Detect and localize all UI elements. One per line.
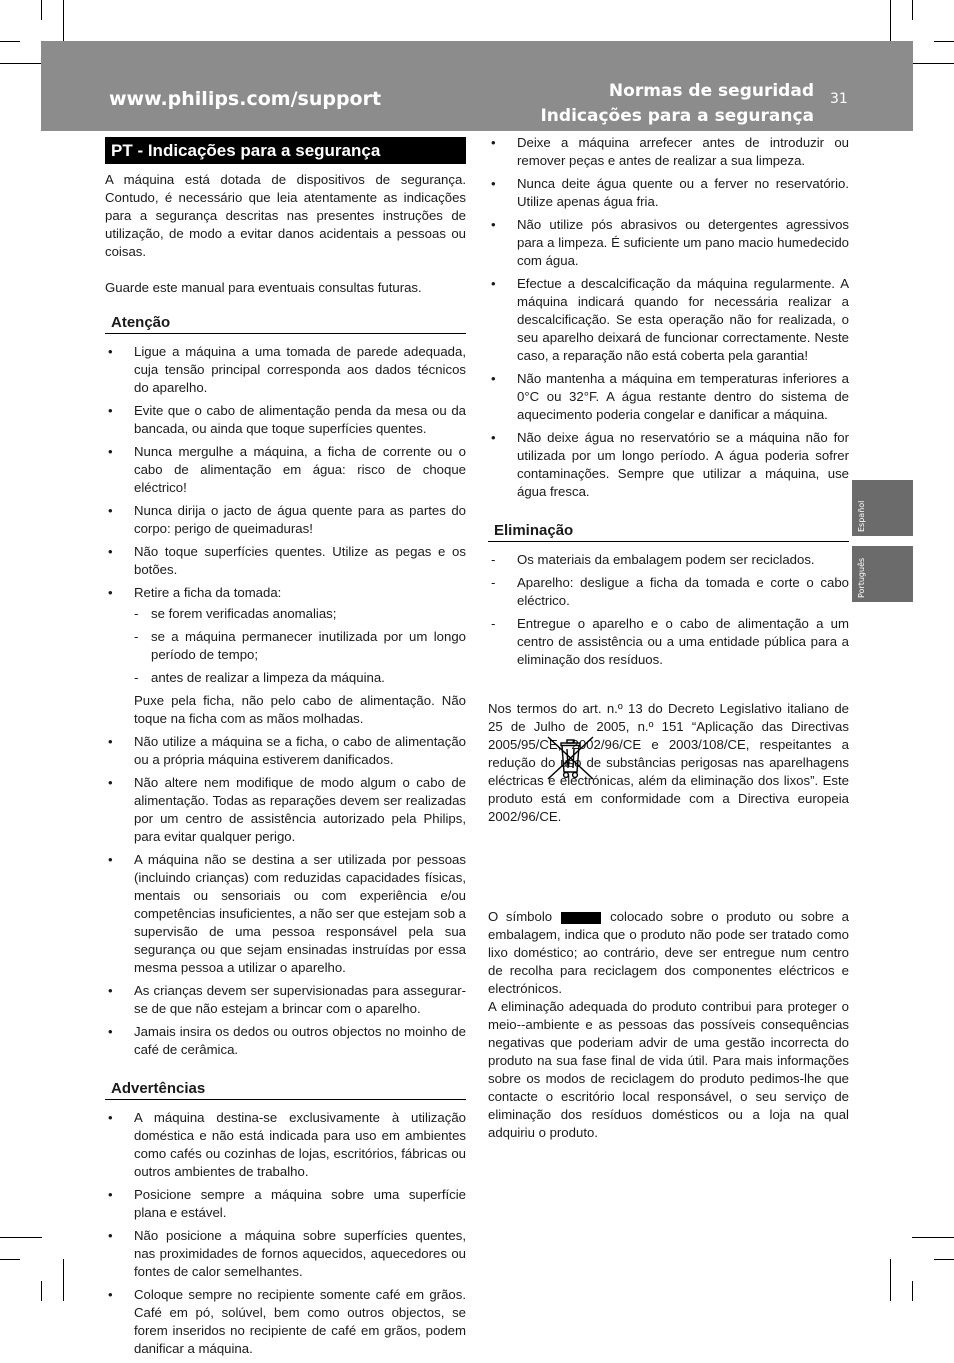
list-item: • Não mantenha a máquina em temperaturas inferiores a 0°C ou 32°F. A água restante dentro do sistema de aquecimento poderia congelar e danificar a máquina. bbox=[488, 370, 849, 424]
list-item: • Não utilize pós abrasivos ou detergentes agressivos para a limpeza. É suficiente um pano macio humedecido com água. bbox=[488, 216, 849, 270]
crop-mark bbox=[0, 63, 42, 64]
sub-list-item: - se a máquina permanecer inutilizada por um longo período de tempo; bbox=[134, 628, 466, 664]
list-item: • Jamais insira os dedos ou outros objectos no moinho de café de cerâmica. bbox=[105, 1023, 466, 1059]
crop-mark bbox=[0, 41, 20, 42]
symbol-paragraph: O símbolo colocado sobre o produto ou sobre a embalagem, indica que o produto não pode ser tratado como lixo doméstico; ao contrário, deve ser entregue num centro de recolha para reciclagem dos componentes eléctricos e electrónicos. bbox=[488, 909, 849, 996]
crop-mark bbox=[890, 0, 891, 42]
page-header bbox=[41, 41, 913, 131]
sub-list-item: - antes de realizar a limpeza da máquina. bbox=[134, 669, 466, 687]
list-item: • Nunca mergulhe a máquina, a ficha de corrente ou o cabo de alimentação em água: risco de choque eléctrico! bbox=[105, 443, 466, 497]
crop-mark bbox=[63, 1259, 64, 1301]
right-column bbox=[488, 134, 849, 1142]
list-item: - Entregue o aparelho e o cabo de alimentação a um centro de assistência ou a uma entidade pública para a eliminação dos resíduos. bbox=[488, 615, 849, 669]
side-tab-portugues: Português bbox=[852, 546, 913, 602]
list-item: • Posicione sempre a máquina sobre uma superfície plana e estável. bbox=[105, 1186, 466, 1222]
black-bar-symbol bbox=[561, 912, 601, 924]
list-item: • As crianças devem ser supervisionadas para assegurar-se de que não estejam a brincar com o aparelho. bbox=[105, 982, 466, 1018]
list-item: • Coloque sempre no recipiente somente café em grãos. Café em pó, solúvel, bem como outros objectos, se forem inseridos no recipiente de café em grãos, podem danificar a máquina. bbox=[105, 1286, 466, 1358]
list-item: • Não utilize a máquina se a ficha, o cabo de alimentação ou a própria máquina estiverem danificados. bbox=[105, 733, 466, 769]
list-item: • Não deixe água no reservatório se a máquina não for utilizada por um longo período. A água poderia sofrer contaminações. Sempre que utilizar a máquina, use água fresca. bbox=[488, 429, 849, 501]
list-item: • Ligue a máquina a uma tomada de parede adequada, cuja tensão principal corresponda aos dados técnicos do aparelho. bbox=[105, 343, 466, 397]
crop-mark bbox=[0, 1237, 42, 1238]
advertencias-list bbox=[105, 1109, 466, 1358]
list-item: • Nunca deite água quente ou a ferver no reservatório. Utilize apenas água fria. bbox=[488, 175, 849, 211]
atencao-list bbox=[105, 343, 466, 1059]
list-item: - Aparelho: desligue a ficha da tomada e corte o cabo eléctrico. bbox=[488, 574, 849, 610]
puxe-note: Puxe pela ficha, não pelo cabo de alimentação. Não toque na ficha com as mãos molhadas. bbox=[134, 693, 466, 726]
crop-mark bbox=[934, 1259, 954, 1260]
list-item: • Retire a ficha da tomada: - se forem verificadas anomalias; - se a máquina permanecer inutilizada por um longo período de tempo; - antes de realizar a limpeza da máquina. Puxe pela ficha, não pelo cabo de alimentação. Não toque na ficha com as mãos molhadas. bbox=[105, 584, 466, 728]
intro-paragraph: A máquina está dotada de dispositivos de segurança. Contudo, é necessário que leia atentamente as indicações para a segurança descritas nas presentes instruções de utilização, de modo a evitar danos acidentais a pessoas ou coisas. bbox=[105, 172, 466, 259]
support-url[interactable]: www.philips.com/support bbox=[109, 88, 382, 110]
sub-list-item: - se forem verificadas anomalias; bbox=[134, 605, 466, 623]
crop-mark bbox=[912, 1237, 954, 1238]
list-item: • Não toque superfícies quentes. Utilize as pegas e os botões. bbox=[105, 543, 466, 579]
crop-mark bbox=[912, 63, 954, 64]
header-title-pt: Indicações para a segurança bbox=[540, 106, 814, 126]
list-item: • A máquina não se destina a ser utilizada por pessoas (incluindo crianças) com reduzidas capacidades físicas, mentais ou sensoriais ou com experiência e/ou competências insuficientes, a não ser que estejam sob a supervisão de uma pessoa responsável pela sua segurança ou que sejam ensinadas instruídas por essa mesma pessoa a utilizar o aparelho. bbox=[105, 851, 466, 977]
list-item: • Nunca dirija o jacto de água quente para as partes do corpo: perigo de queimaduras! bbox=[105, 502, 466, 538]
list-item: • Deixe a máquina arrefecer antes de introduzir ou remover peças e antes de realizar a sua limpeza. bbox=[488, 134, 849, 170]
crop-mark bbox=[41, 1281, 42, 1301]
crop-mark bbox=[934, 41, 954, 42]
heading-advertencias: Advertências bbox=[105, 1079, 466, 1100]
side-tab-espanol: Español bbox=[852, 480, 913, 536]
heading-atencao: Atenção bbox=[105, 313, 466, 334]
crop-mark bbox=[890, 1259, 891, 1301]
warnings-list-continued bbox=[488, 134, 849, 501]
section-title: PT - Indicações para a segurança bbox=[105, 137, 466, 164]
crop-mark bbox=[912, 1281, 913, 1301]
header-titles bbox=[540, 79, 814, 129]
page-number: 31 bbox=[830, 91, 848, 107]
list-item: • Efectue a descalcificação da máquina regularmente. A máquina indicará quando for necessária realizar a descalcificação. Se esta operação não for realizada, o seu aparelho deixará de funcionar correctamente. Neste caso, a reparação não está coberta pela garantia! bbox=[488, 275, 849, 365]
keep-manual-note: Guarde este manual para eventuais consultas futuras. bbox=[105, 280, 422, 295]
list-item: • A máquina destina-se exclusivamente à utilização doméstica e não está indicada para uso em ambientes como cafés ou cozinhas de lojas, escritórios, fábricas ou outros ambientes de trabalho. bbox=[105, 1109, 466, 1181]
weee-spacer bbox=[488, 826, 849, 908]
eliminacao-list bbox=[488, 551, 849, 669]
list-item: • Não altere nem modifique de modo algum o cabo de alimentação. Todas as reparações devem ser realizadas por um centro de assistência autorizado pela Philips, para evitar qualquer perigo. bbox=[105, 774, 466, 846]
list-item: • Não posicione a máquina sobre superfícies quentes, nas proximidades de fornos aquecidos, aquecedores ou fontes de calor semelhantes. bbox=[105, 1227, 466, 1281]
crossed-out-wheeled-bin-icon bbox=[546, 735, 595, 781]
left-column bbox=[105, 137, 466, 1363]
list-item: • Evite que o cabo de alimentação penda da mesa ou da bancada, ou ainda que toque superfícies quentes. bbox=[105, 402, 466, 438]
crop-mark bbox=[41, 0, 42, 20]
retire-sublist bbox=[134, 605, 466, 687]
heading-eliminacao: Eliminação bbox=[488, 521, 849, 542]
list-item: - Os materiais da embalagem podem ser reciclados. bbox=[488, 551, 849, 569]
crop-mark bbox=[0, 1259, 20, 1260]
crop-mark bbox=[912, 0, 913, 20]
crop-mark bbox=[63, 0, 64, 42]
header-title-es: Normas de seguridad bbox=[608, 81, 814, 101]
legal-paragraph: Nos termos do art. n.º 13 do Decreto Legislativo italiano de 25 de Julho de 2005, n.º 151 “Aplicação das Directivas 2005/95/CE, 2002/96/CE e 2003/108/CE, respeitantes a redução do uso de substâncias perigosas nas aparelhagens eléctricas e electrónicas, além da eliminação dos lixos”. Este produto está em conformidade com a Directiva europeia 2002/96/CE. bbox=[488, 701, 849, 824]
disposal-paragraph: A eliminação adequada do produto contribui para proteger o meio--ambiente e as pessoas das possíveis consequências negativas que poderiam advir de uma gestão incorrecta do produto na sua fase final de vida útil. Para mais informações sobre os modos de reciclagem do produto pedimos-lhe que contacte o escritório local responsável, o seu serviço de eliminação dos resíduos domésticos ou a loja na qual adquiriu o produto. bbox=[488, 999, 849, 1140]
